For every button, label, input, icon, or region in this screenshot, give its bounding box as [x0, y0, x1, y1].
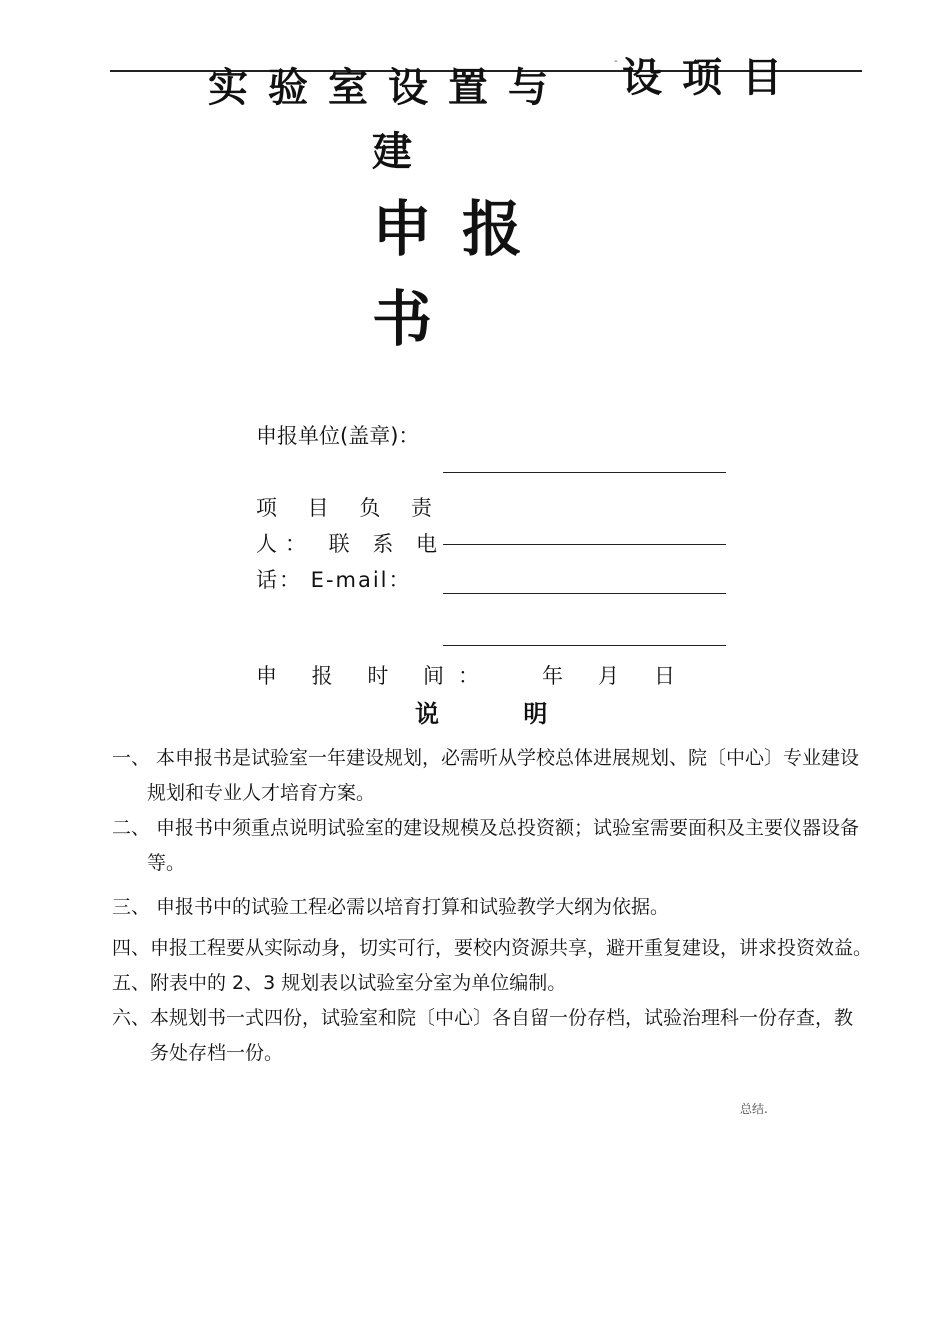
leader-label: 项 目 负 责: [256, 496, 445, 520]
phone-label: 话： E-mail：: [256, 568, 412, 592]
note-6-line2: 务处存档一份。: [150, 1042, 284, 1064]
note-6-line1: 六、本规划书一式四份，试验室和院〔中心〕各自留一份存档，试验治理科一份存查，教: [112, 1007, 854, 1029]
unit-label: 申报单位(盖章)：: [256, 424, 420, 448]
email-field-line[interactable]: [443, 645, 726, 646]
note-2-line2: 等。: [147, 852, 186, 874]
leader-field-line[interactable]: [443, 544, 726, 545]
header-mark: -: [614, 56, 618, 67]
time-label: 申 报 时 间：: [256, 664, 494, 688]
footer-mark: 总结.: [740, 1102, 768, 1116]
note-1-line2: 规划和专业人才培育方案。: [147, 782, 376, 804]
month-label: 月: [598, 664, 619, 688]
unit-field-line[interactable]: [443, 472, 726, 473]
note-2-line1: 二、 申报书中须重点说明试验室的建设规模及总投资额；试验室需要面积及主要仪器设备: [112, 817, 860, 839]
note-1-line1: 一、 本申报书是试验室一年建设规划，必需听从学校总体进展规划、院〔中心〕专业建设: [112, 747, 860, 769]
note-4: 四、申报工程要从实际动身，切实可行，要校内资源共享，避开重复建设，讲求投资效益。: [112, 937, 873, 959]
title-line1-part1: 实验室设置与: [208, 65, 568, 111]
person-label: 人： 联 系 电: [256, 532, 446, 556]
day-label: 日: [654, 664, 675, 688]
notes-heading: 说 明: [415, 700, 586, 728]
phone-field-line[interactable]: [443, 593, 726, 594]
title-line1-part2: 设项目: [622, 55, 802, 101]
title-shen-bao: 申报: [372, 195, 552, 265]
note-5: 五、附表中的 2、3 规划表以试验室分室为单位编制。: [112, 972, 567, 994]
title-shu: 书: [372, 285, 462, 355]
year-label: 年: [542, 664, 563, 688]
title-line2: 建: [372, 129, 432, 175]
note-3: 三、 申报书中的试验工程必需以培育打算和试验教学大纲为依据。: [112, 896, 670, 918]
